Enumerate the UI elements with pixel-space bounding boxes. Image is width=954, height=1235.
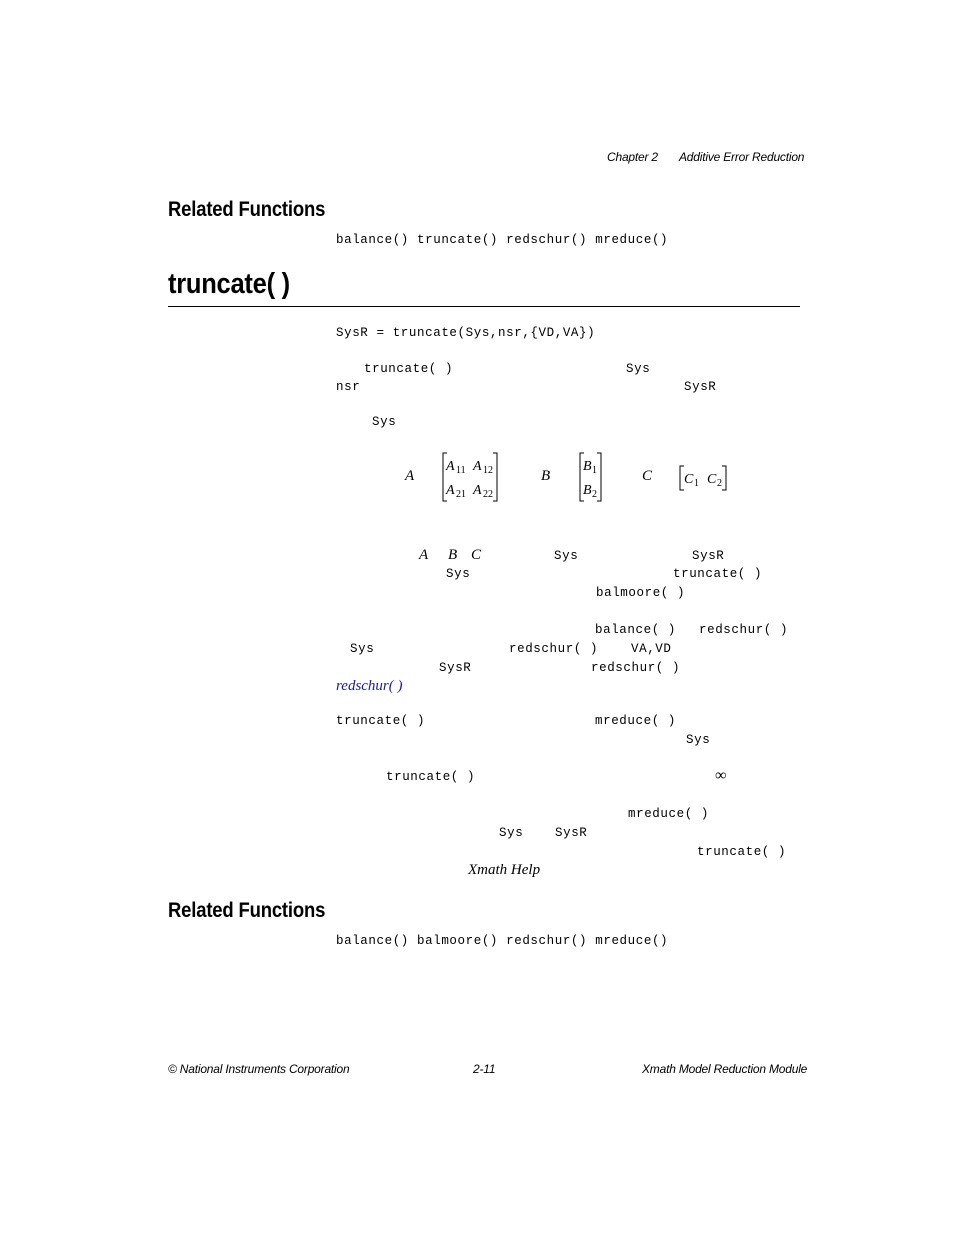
matrix-b2: B — [583, 483, 592, 498]
code-redschur: redschur( ) — [591, 661, 681, 675]
code-sysr: SysR — [684, 380, 717, 394]
matrix-b-right-bracket — [597, 453, 601, 501]
matrix-a11-sub: 11 — [456, 465, 466, 476]
footer-copyright: © National Instruments Corporation — [168, 1062, 350, 1076]
code-sys: Sys — [372, 415, 397, 429]
matrix-a22-sub: 22 — [483, 489, 493, 500]
code-truncate: truncate( ) — [336, 714, 426, 728]
matrix-a12: A — [473, 459, 482, 474]
code-sysr: SysR — [439, 661, 472, 675]
header-section: Additive Error Reduction — [679, 150, 805, 164]
code-truncate: truncate( ) — [697, 845, 787, 859]
matrix-b2-sub: 2 — [592, 489, 597, 500]
symbol-a: A — [419, 547, 429, 563]
symbol-c: C — [471, 547, 482, 563]
title-rule — [168, 306, 800, 307]
code-sys: Sys — [499, 826, 524, 840]
matrix-c2-sub: 2 — [717, 478, 722, 489]
code-sys: Sys — [446, 567, 471, 581]
code-nsr: nsr — [336, 380, 361, 394]
matrix-a-label: A — [405, 468, 415, 484]
code-sysr: SysR — [692, 549, 725, 563]
partition-equation — [395, 448, 740, 506]
code-sys: Sys — [554, 549, 579, 563]
code-truncate: truncate( ) — [386, 770, 476, 784]
code-mreduce: mreduce( ) — [628, 807, 710, 821]
matrix-a21: A — [446, 483, 455, 498]
matrix-a21-sub: 21 — [456, 489, 466, 500]
infinity-symbol: ∞ — [715, 767, 727, 784]
matrix-c1: C — [684, 472, 694, 487]
matrix-b1-sub: 1 — [592, 465, 597, 476]
redschur-link[interactable]: redschur( ) — [336, 678, 403, 694]
code-sys: Sys — [626, 362, 651, 376]
code-balance: balance( ) — [595, 623, 677, 637]
code-va-vd: VA,VD — [631, 642, 672, 656]
code-truncate: truncate( ) — [364, 362, 454, 376]
matrix-a12-sub: 12 — [483, 465, 493, 476]
code-truncate: truncate( ) — [673, 567, 763, 581]
symbol-b: B — [448, 547, 458, 563]
xmath-help-reference: Xmath Help — [468, 862, 541, 878]
matrix-c1-sub: 1 — [694, 478, 699, 489]
related-functions-heading-top: Related Functions — [168, 198, 326, 221]
matrix-a-right-bracket — [493, 453, 497, 501]
matrix-b1: B — [583, 459, 592, 474]
code-sys: Sys — [686, 733, 711, 747]
code-redschur: redschur( ) — [509, 642, 599, 656]
matrix-c-right-bracket — [722, 466, 726, 490]
code-balmoore: balmoore( ) — [596, 586, 686, 600]
footer-manual-title: Xmath Model Reduction Module — [642, 1062, 808, 1076]
code-sys: Sys — [350, 642, 375, 656]
matrix-c2: C — [707, 472, 717, 487]
related-functions-list-top: balance() truncate() redschur() mreduce() — [336, 233, 669, 247]
code-mreduce: mreduce( ) — [595, 714, 677, 728]
footer-page-number: 2-11 — [473, 1062, 496, 1076]
matrix-b-label: B — [541, 468, 551, 484]
matrix-c-label: C — [642, 468, 653, 484]
related-functions-heading-bottom: Related Functions — [168, 899, 326, 922]
matrix-a11: A — [446, 459, 455, 474]
code-sysr: SysR — [555, 826, 588, 840]
code-redschur: redschur( ) — [699, 623, 789, 637]
syntax-line: SysR = truncate(Sys,nsr,{VD,VA}) — [336, 326, 596, 340]
related-functions-list-bottom: balance() balmoore() redschur() mreduce() — [336, 934, 669, 948]
matrix-a22: A — [473, 483, 482, 498]
function-title: truncate( ) — [168, 268, 290, 300]
header-chapter: Chapter 2 — [607, 150, 658, 164]
